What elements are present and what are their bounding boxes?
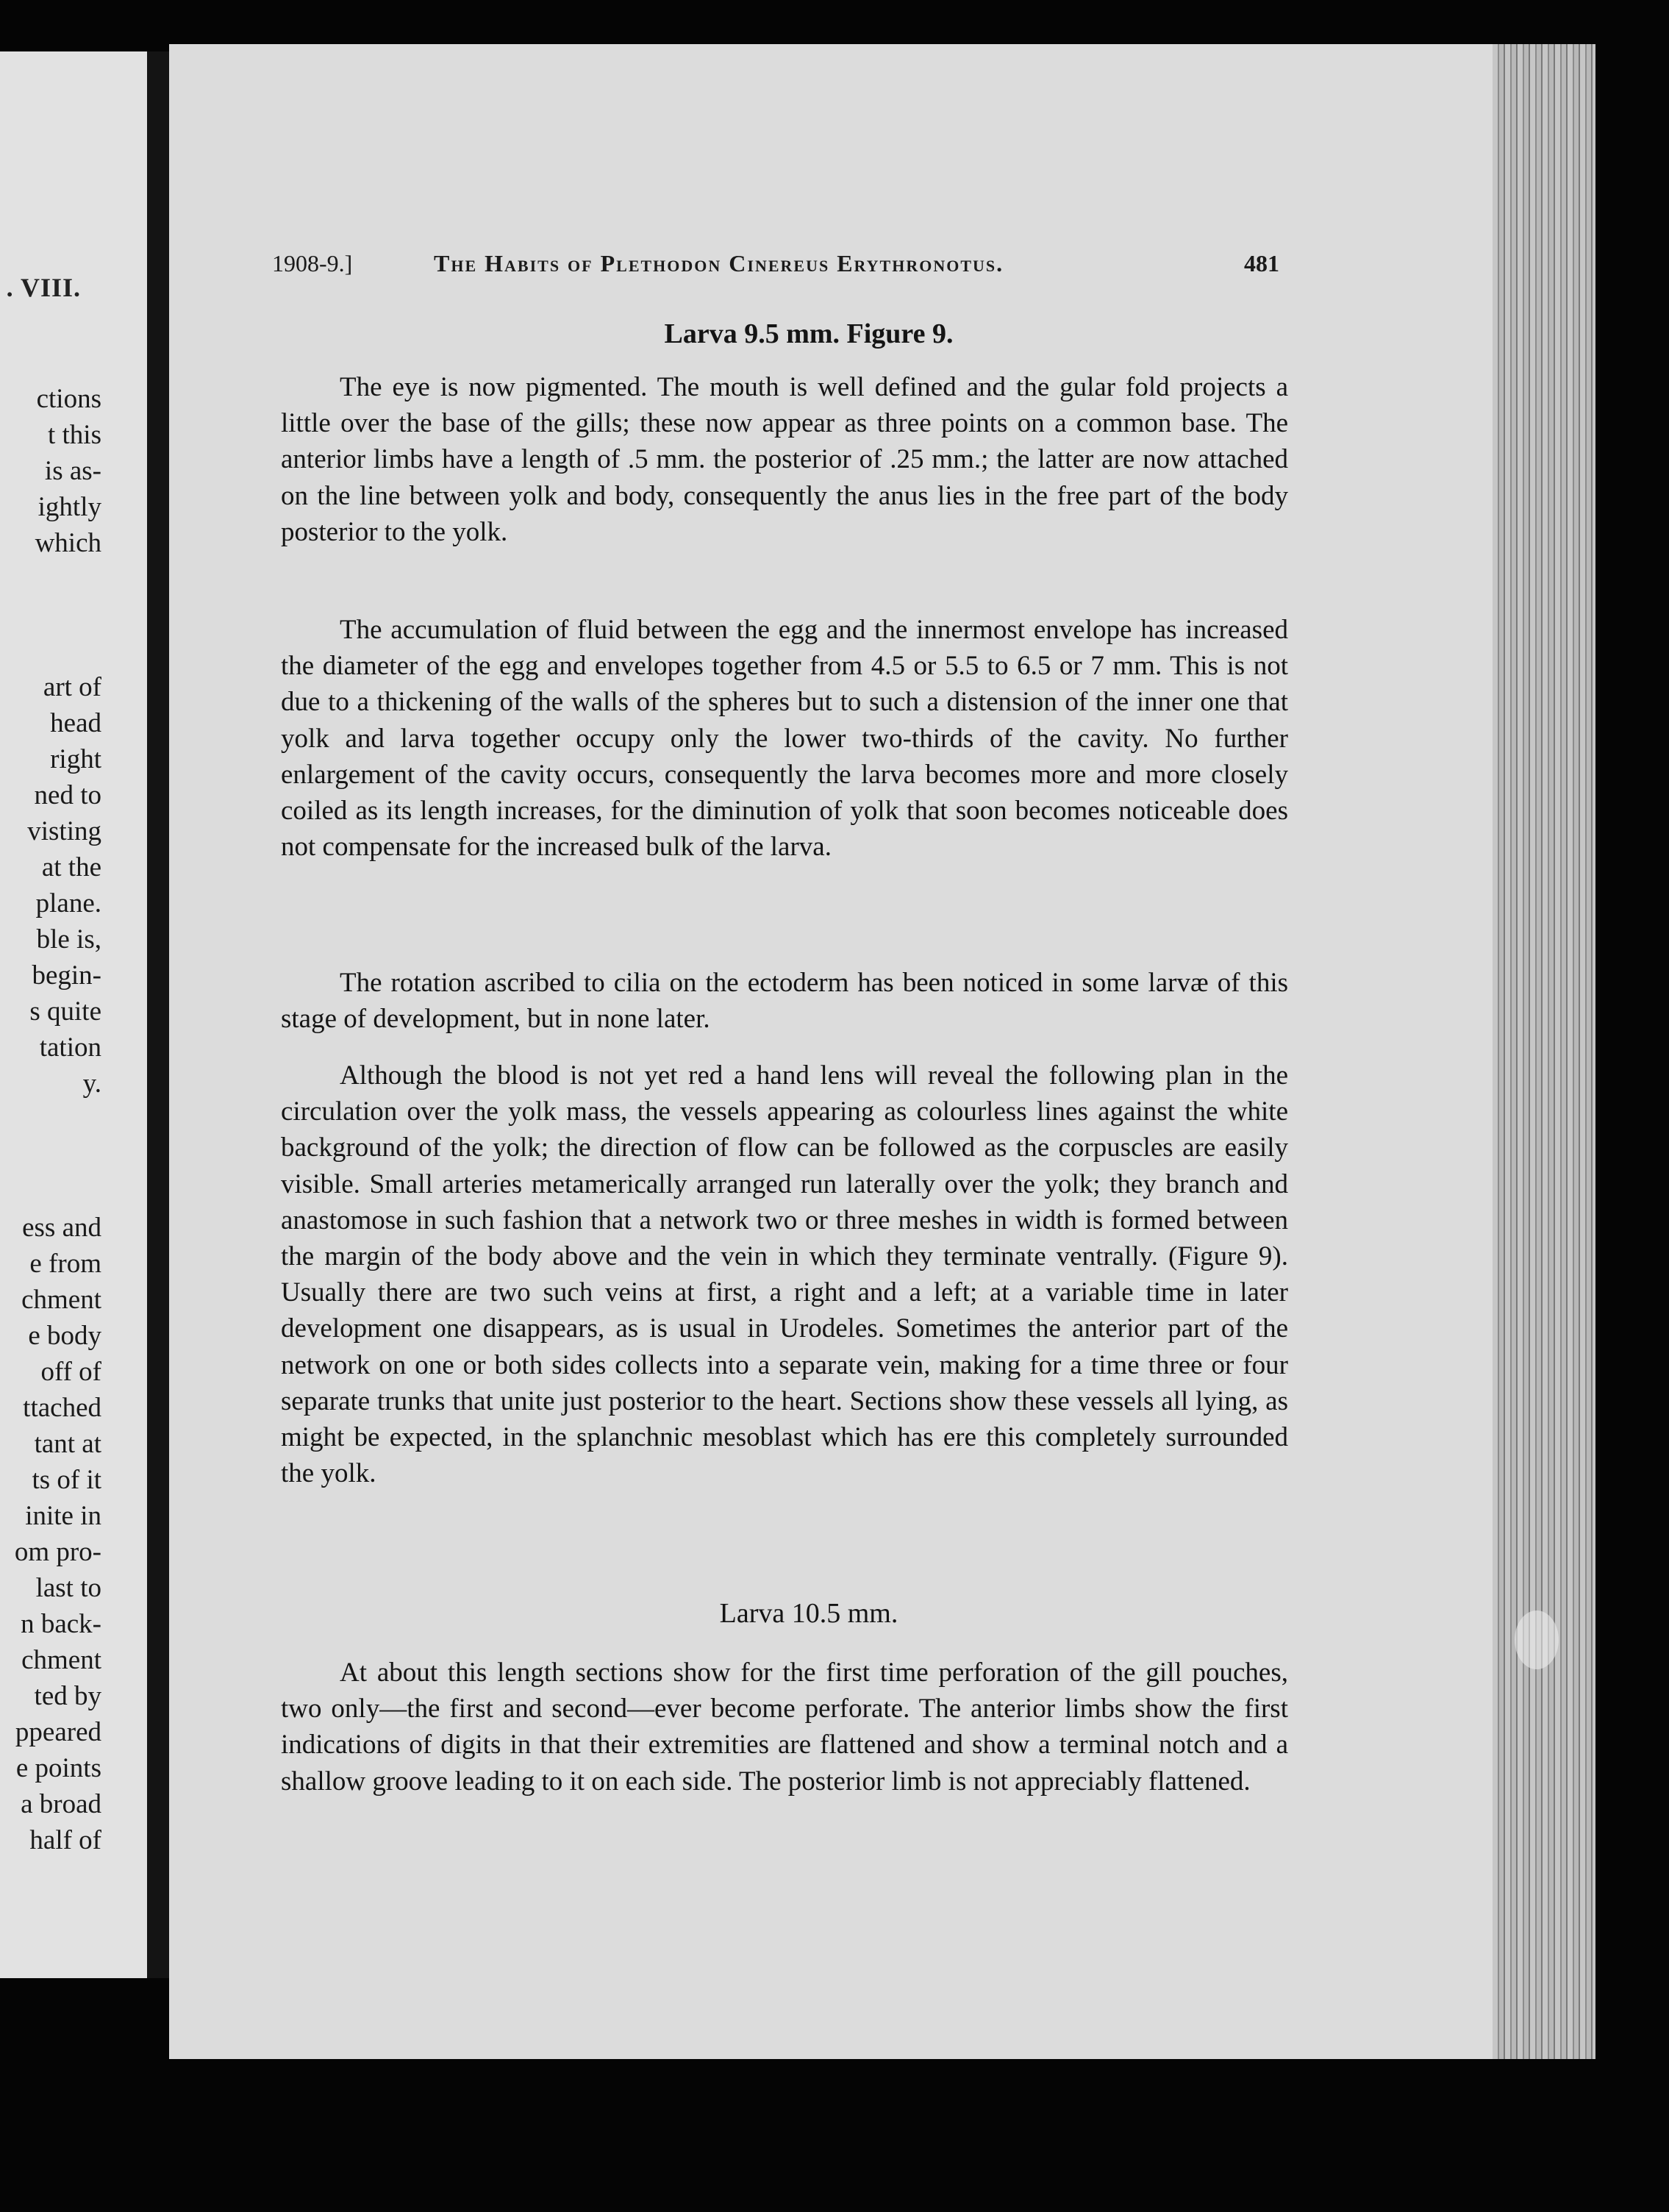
paragraph: Although the blood is not yet red a hand lens will reveal the following plan in the circulation over the yolk mass, the vessels appearing as colourless lines against the white background of the yolk; the direction of flow can be followed as the corpuscles are easily visible. Small arteries metamerically arranged run laterally over the yolk; they branch and anastomose in such fashion that a network two or three meshes in width is formed between the margin of the body above and the vein in which they terminate ventrally. (Figure 9). Usually there are two such veins at first, a right and a left; at a variable time in later development one disappears, as is usual in Urodeles. Sometimes the anterior part of the network on one or both sides collects into a separate vein, making for a time three or four separate trunks that unite just posterior to the heart. Sections show these vessels all lying, as might be expected, in the splanchnic mesoblast which has ere this completely surrounded the yolk. [281, 1060, 1288, 1489]
facing-page-line: head [50, 708, 101, 738]
facing-page-fragment [0, 51, 147, 1978]
facing-page-line: begin- [32, 960, 101, 991]
facing-page-line: off of [40, 1357, 101, 1387]
facing-page-line [15, 633, 101, 669]
facing-page-text [15, 381, 101, 1858]
facing-page-line: n back- [21, 1609, 101, 1639]
paragraph: At about this length sections show for the first time perforation of the gill pouches, two only—the first and second—ever become perforate. The anterior limbs show the first indications of digits in that their extremities are flattened and show a terminal notch and a shallow groove leading to it on each side. The posterior limb is not appreciably flattened. [281, 1658, 1288, 1797]
facing-page-line: ts of it [32, 1465, 101, 1495]
facing-page-line [15, 1174, 101, 1210]
page-number: 481 [1244, 250, 1279, 276]
facing-page-line: at the [41, 852, 101, 882]
page-edges [1493, 44, 1595, 2059]
volume-date: 1908-9.] [272, 250, 353, 276]
facing-page-line: t this [48, 420, 101, 450]
facing-page-line: om pro- [14, 1537, 101, 1567]
facing-page-line [15, 561, 101, 597]
facing-page-line: ted by [34, 1681, 101, 1711]
facing-page-line: art of [43, 672, 101, 702]
facing-page-line: ppeared [15, 1717, 101, 1747]
facing-page-line: ctions [36, 384, 101, 414]
book-gutter [147, 51, 169, 1978]
paragraph: The rotation ascribed to cilia on the ectoderm has been noticed in some larvæ of this stage of development, but in none later. [281, 968, 1288, 1035]
facing-page-line: e from [29, 1249, 101, 1279]
facing-page-line: which [35, 528, 101, 558]
facing-page-line: y. [82, 1068, 101, 1099]
facing-page-line: ightly [37, 492, 101, 522]
facing-page-line: visting [27, 816, 101, 846]
facing-page-line: half of [29, 1825, 101, 1855]
section-heading: Larva 9.5 mm. Figure 9. [664, 318, 954, 349]
facing-page-line: plane. [35, 888, 101, 918]
facing-page-line: tation [39, 1032, 101, 1063]
facing-page-line: inite in [25, 1501, 101, 1531]
facing-page-line: tant at [34, 1429, 101, 1459]
book-page [169, 44, 1493, 2059]
facing-page-line: s quite [29, 996, 101, 1027]
facing-page-line: ess and [22, 1213, 101, 1243]
facing-page-line: e points [15, 1753, 101, 1783]
facing-page-line: is as- [44, 456, 101, 486]
facing-page-line: a broad [21, 1789, 101, 1819]
facing-page-line: ble is, [36, 924, 101, 955]
paragraph: The accumulation of fluid between the egg and the innermost envelope has increased the diameter of the egg and envelopes together from 4.5 or 5.5 to 6.5 or 7 mm. This is not due to a thickening of the walls of the spheres but to such a distension of the inner one that yolk and larva together occupy only the lower two-thirds of the cavity. No further enlargement of the cavity occurs, consequently the larva becomes more and more closely coiled as its length increases, for the diminution of yolk that soon becomes noticeable does not compensate for the increased bulk of the larva. [281, 615, 1288, 863]
facing-page-line: last to [35, 1573, 101, 1603]
running-title: The Habits of Plethodon Cinereus Erythronotus. [434, 250, 1004, 276]
facing-page-line [15, 1102, 101, 1138]
paragraph: The eye is now pigmented. The mouth is well defined and the gular fold projects a little over the base of the gills; these now appear as three points on a common base. The anterior limbs have a length of .5 mm. the posterior of .25 mm.; the latter are now attached on the line between yolk and body, consequently the anus lies in the free part of the body posterior to the yolk. [281, 372, 1288, 547]
facing-page-line: chment [21, 1285, 101, 1315]
facing-page-header: . VIII. [6, 273, 81, 302]
section-heading: Larva 10.5 mm. [719, 1598, 898, 1629]
facing-page-line: right [50, 744, 101, 774]
running-head [272, 250, 1279, 288]
facing-page-line: ttached [23, 1393, 101, 1423]
facing-page-line [15, 1138, 101, 1174]
facing-page-line [15, 597, 101, 633]
facing-page-line: e body [28, 1321, 101, 1351]
facing-page-line: chment [21, 1645, 101, 1675]
facing-page-line: ned to [34, 780, 101, 810]
